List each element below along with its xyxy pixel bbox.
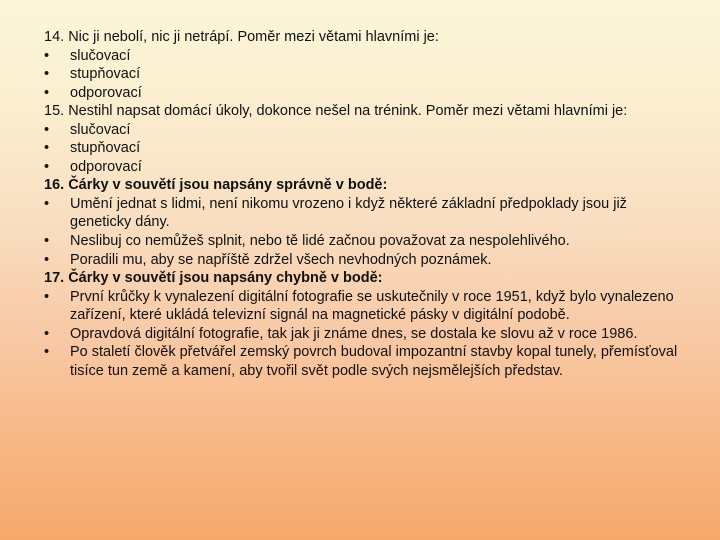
option-text: odporovací <box>70 84 142 101</box>
bullet-icon: • <box>44 121 50 138</box>
option-item <box>44 343 684 380</box>
question-text: Čárky v souvětí jsou napsány správně v bodě: <box>68 177 388 194</box>
question-16 <box>44 176 684 195</box>
question-number: 14. <box>44 29 65 45</box>
question-text: Čárky v souvětí jsou napsány chybně v bodě: <box>68 270 383 287</box>
option-item <box>44 288 684 325</box>
bullet-icon: • <box>44 47 50 64</box>
option-item <box>44 158 684 177</box>
option-item <box>44 232 684 251</box>
bullet-icon: • <box>44 158 50 175</box>
bullet-icon: • <box>44 66 50 83</box>
option-item <box>44 84 684 103</box>
bullet-icon: • <box>44 288 50 305</box>
bullet-icon: • <box>44 325 50 342</box>
question-number: 15. <box>44 103 65 120</box>
option-text: Opravdová digitální fotografie, tak jak ji známe dnes, se dostala ke slovu až v roce 1986. <box>70 325 638 342</box>
question-text: Nic ji nebolí, nic ji netrápí. Poměr mezi větami hlavními je: <box>68 29 439 45</box>
question-15 <box>44 102 684 121</box>
bullet-icon: • <box>44 344 50 361</box>
option-text: slučovací <box>70 47 131 64</box>
option-text: Poradili mu, aby se napříště zdržel všech nevhodných poznámek. <box>70 251 492 268</box>
option-item <box>44 139 684 158</box>
question-number: 16. <box>44 177 65 194</box>
slide-content <box>44 28 684 380</box>
bullet-icon: • <box>44 140 50 157</box>
bullet-icon: • <box>44 251 50 268</box>
question-14 <box>44 28 684 47</box>
option-item <box>44 195 684 232</box>
option-item <box>44 121 684 140</box>
option-text: odporovací <box>70 158 142 175</box>
option-text: Umění jednat s lidmi, není nikomu vrozeno i když některé základní předpoklady jsou již geneticky dány. <box>70 195 627 231</box>
question-17 <box>44 269 684 288</box>
option-text: Neslibuj co nemůžeš splnit, nebo tě lidé začnou považovat za nespolehlivého. <box>70 233 570 250</box>
option-text: stupňovací <box>70 140 141 157</box>
option-item <box>44 325 684 344</box>
option-item <box>44 47 684 66</box>
option-text: Po staletí člověk přetvářel zemský povrch budoval impozantní stavby kopal tunely, přemísťoval tisíce tun země a kamení, aby tvořil svět podle svých nejsmělejších představ. <box>70 344 678 379</box>
question-number: 17. <box>44 270 65 287</box>
question-text: Nestihl napsat domácí úkoly, dokonce nešel na trénink. Poměr mezi větami hlavními je: <box>68 103 628 120</box>
option-text: První krůčky k vynalezení digitální fotografie se uskutečnily v roce 1951, když bylo vynalezeno zařízení, které ukládá televizní signál na magnetické pásky v digitální podobě. <box>70 288 674 324</box>
bullet-icon: • <box>44 195 50 212</box>
option-text: slučovací <box>70 121 131 138</box>
bullet-icon: • <box>44 84 50 101</box>
option-item <box>44 65 684 84</box>
option-item <box>44 251 684 270</box>
option-text: stupňovací <box>70 66 141 83</box>
bullet-icon: • <box>44 233 50 250</box>
